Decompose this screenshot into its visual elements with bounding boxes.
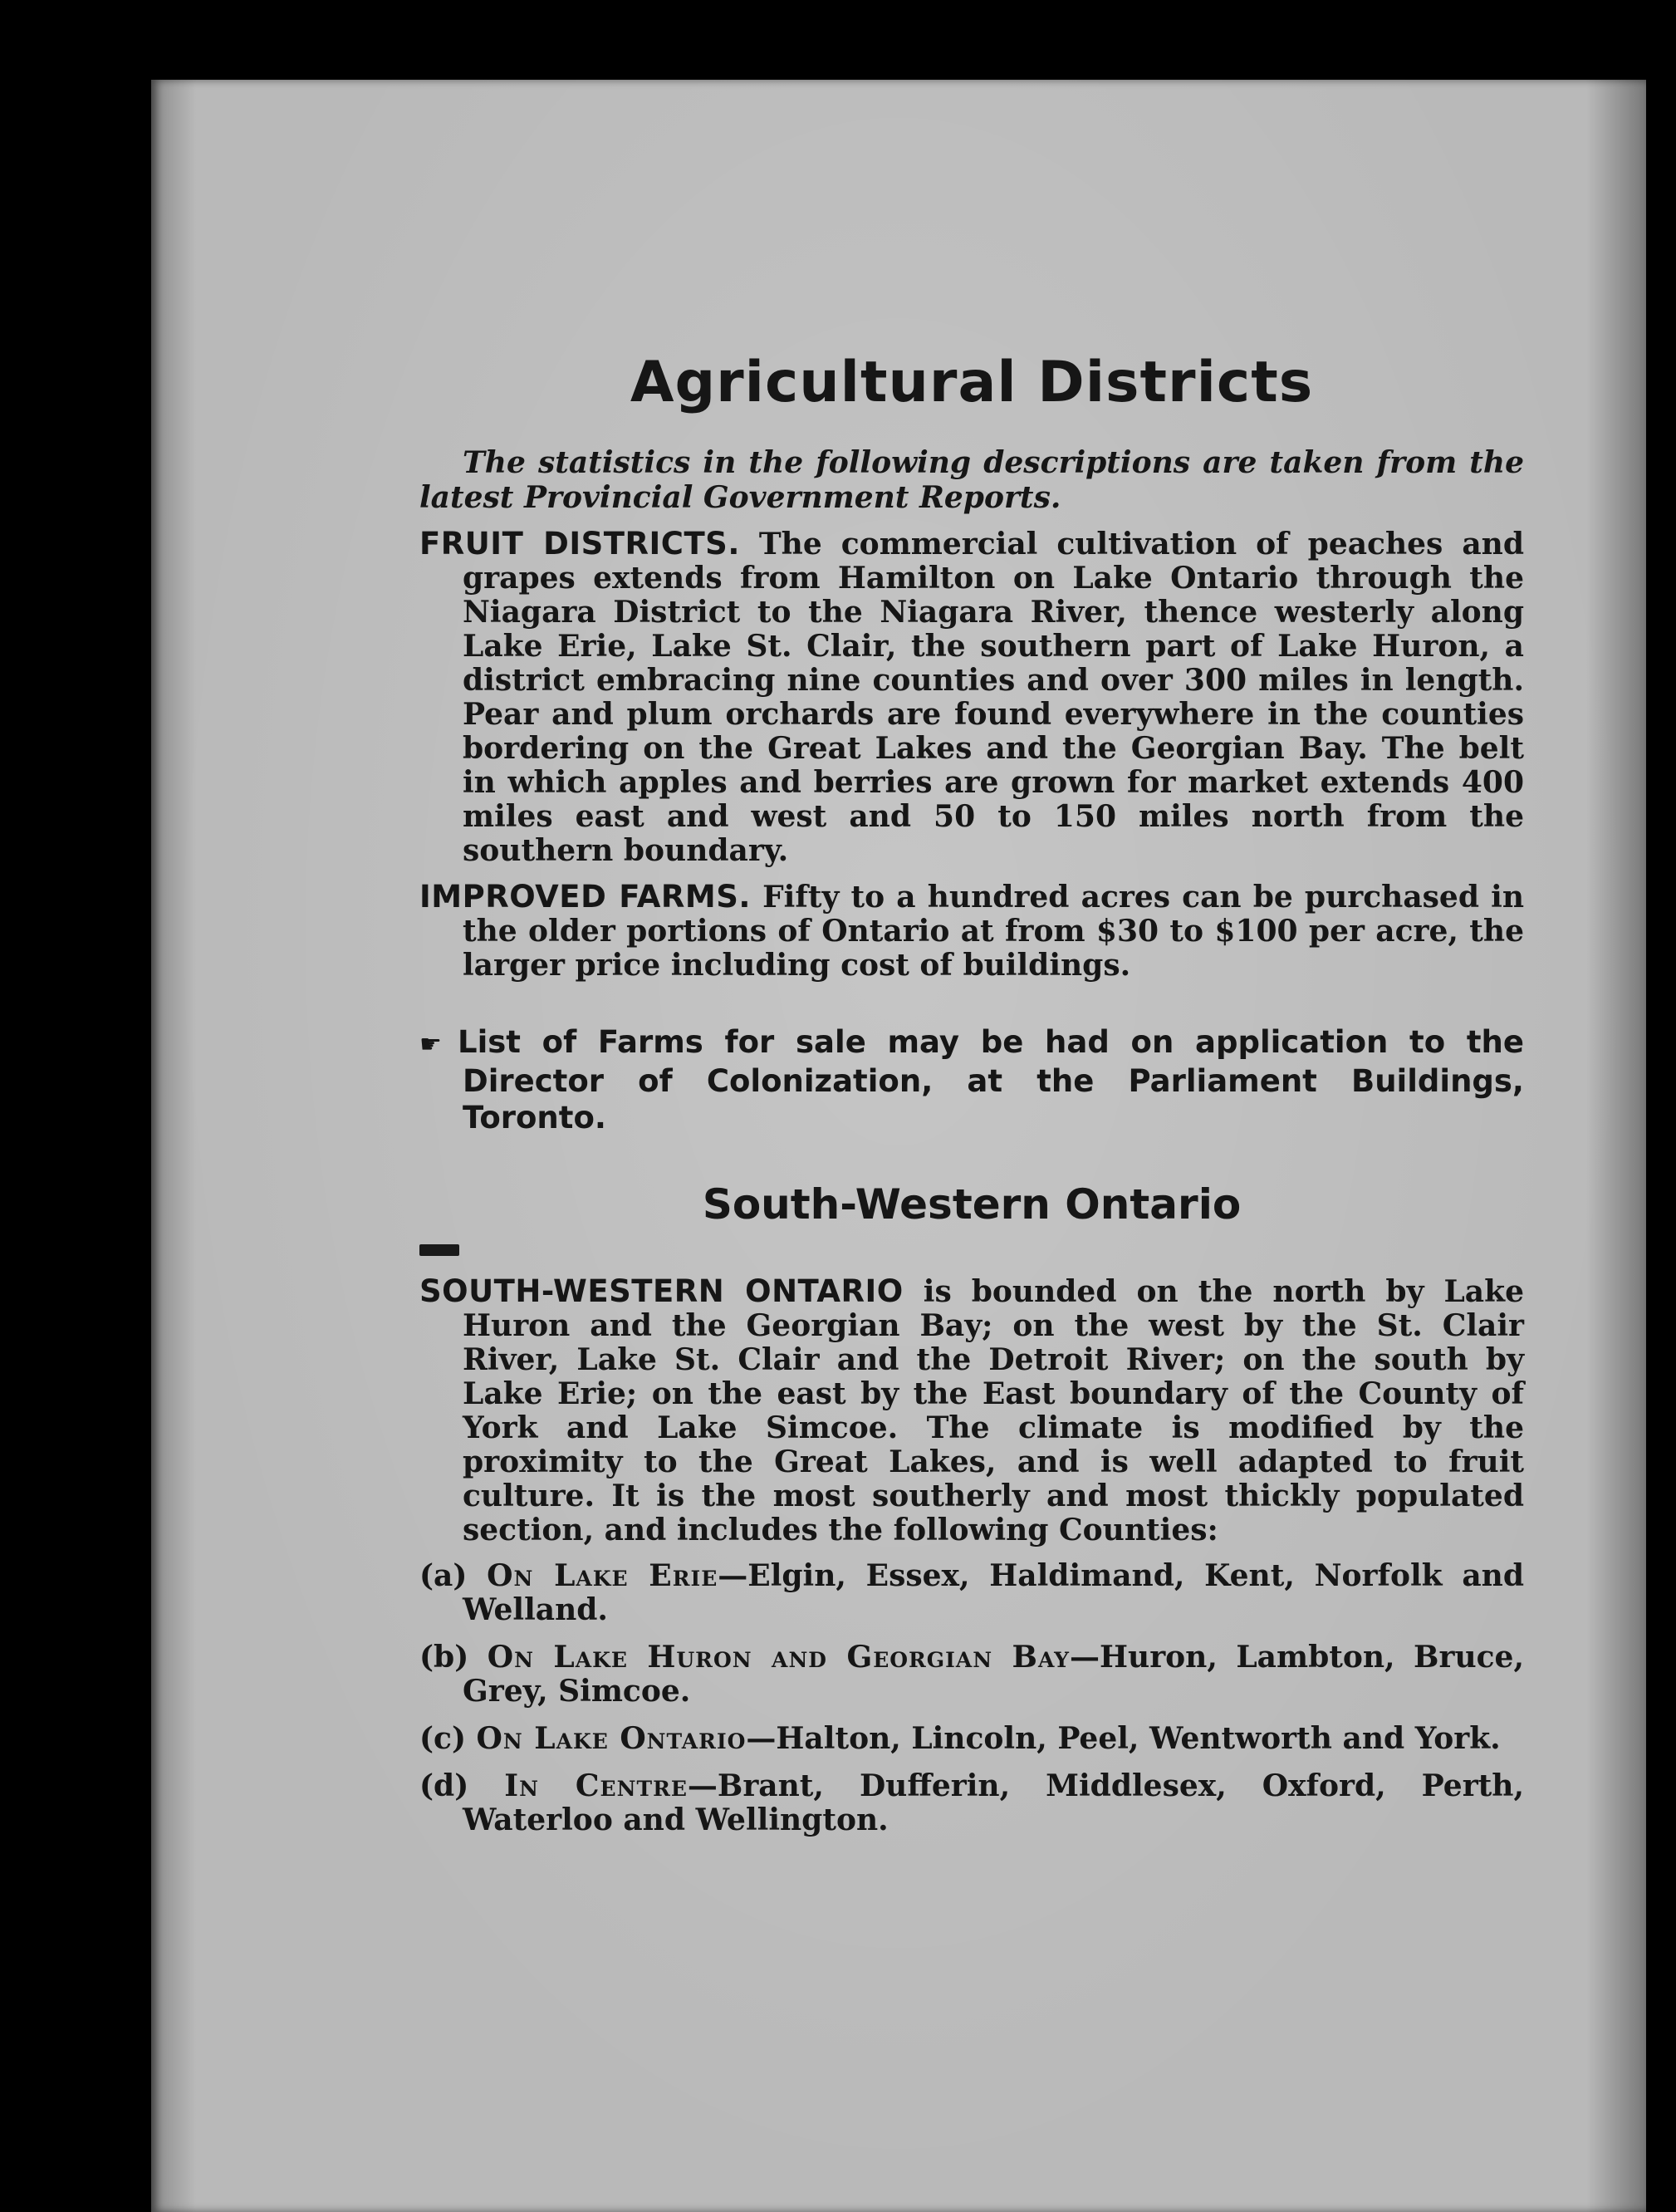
- farms-list-notice-text: List of Farms for sale may be had on application to the Director of Colonization, at the Parliament Buildings, Toronto.: [458, 1023, 1524, 1135]
- south-western-lead: SOUTH-WESTERN ONTARIO: [419, 1273, 904, 1309]
- county-group-label: In Centre: [504, 1768, 688, 1803]
- list-item: [419, 1559, 1524, 1627]
- county-group-label: On Lake Huron and Georgian Bay: [487, 1639, 1070, 1675]
- farms-list-notice: [419, 1024, 1524, 1136]
- county-group-label: On Lake Ontario: [476, 1720, 747, 1756]
- list-item: [419, 1722, 1524, 1756]
- page-content: [419, 349, 1524, 1851]
- list-item: [419, 1641, 1524, 1709]
- section-title: South-Western Ontario: [702, 1180, 1242, 1229]
- county-names: Brant, Dufferin, Middlesex, Oxford, Perth, Waterloo and Wellington.: [463, 1768, 1524, 1837]
- intro-paragraph: The statistics in the following descriptions are taken from the latest Provincial Government Reports.: [419, 444, 1524, 515]
- fruit-districts-text: The commercial cultivation of peaches and grapes extends from Hamilton on Lake Ontario through the Niagara District to the Niagara River, thence westerly along Lake Erie, Lake St. Clair, the southern part of Lake Huron, a district embracing nine counties and over 300 miles in length. Pear and plum orchards are found everywhere in the counties bordering on the Great Lakes and the Georgian Bay. The belt in which apples and berries are grown for market extends 400 miles east and west and 50 to 150 miles north from the southern boundary.: [463, 526, 1524, 868]
- county-names: Huron, Lambton, Bruce, Grey, Simcoe.: [463, 1639, 1524, 1709]
- list-marker: (b): [419, 1639, 469, 1675]
- improved-farms-text: Fifty to a hundred acres can be purchased in the older portions of Ontario at from $30 to $100 per acre, the larger price including cost of buildings.: [463, 879, 1524, 983]
- improved-farms-lead: IMPROVED FARMS.: [419, 878, 751, 915]
- dash: —: [687, 1768, 718, 1803]
- list-item: [419, 1769, 1524, 1837]
- pointing-hand-mark-icon: [419, 1244, 459, 1256]
- county-group-label: On Lake Erie: [487, 1557, 718, 1593]
- list-marker: (c): [419, 1720, 466, 1756]
- dash: —: [718, 1557, 748, 1593]
- south-western-paragraph: [419, 1274, 1524, 1547]
- county-list: [419, 1559, 1524, 1837]
- list-marker: (a): [419, 1557, 468, 1593]
- fruit-districts-lead: FRUIT DISTRICTS.: [419, 525, 740, 562]
- page-title: Agricultural Districts: [630, 350, 1314, 415]
- dash: —: [1070, 1639, 1100, 1675]
- list-marker: (d): [419, 1768, 469, 1803]
- dash: —: [746, 1720, 777, 1756]
- south-western-text: is bounded on the north by Lake Huron and the Georgian Bay; on the west by the St. Clair River, Lake St. Clair and the Detroit River; on the south by Lake Erie; on the east by the East boundary of the County of York and Lake Simcoe. The climate is modified by the proximity to the Great Lakes, and is well adapted to fruit culture. It is the most southerly and most thickly populated section, and includes the following Counties:: [463, 1273, 1524, 1547]
- pointing-hand-icon: ☛: [419, 1029, 442, 1059]
- county-names: Elgin, Essex, Haldimand, Kent, Norfolk and Welland.: [463, 1557, 1524, 1627]
- improved-farms-paragraph: [419, 880, 1524, 983]
- county-names: Halton, Lincoln, Peel, Wentworth and York.: [776, 1720, 1501, 1756]
- fruit-districts-paragraph: [419, 527, 1524, 868]
